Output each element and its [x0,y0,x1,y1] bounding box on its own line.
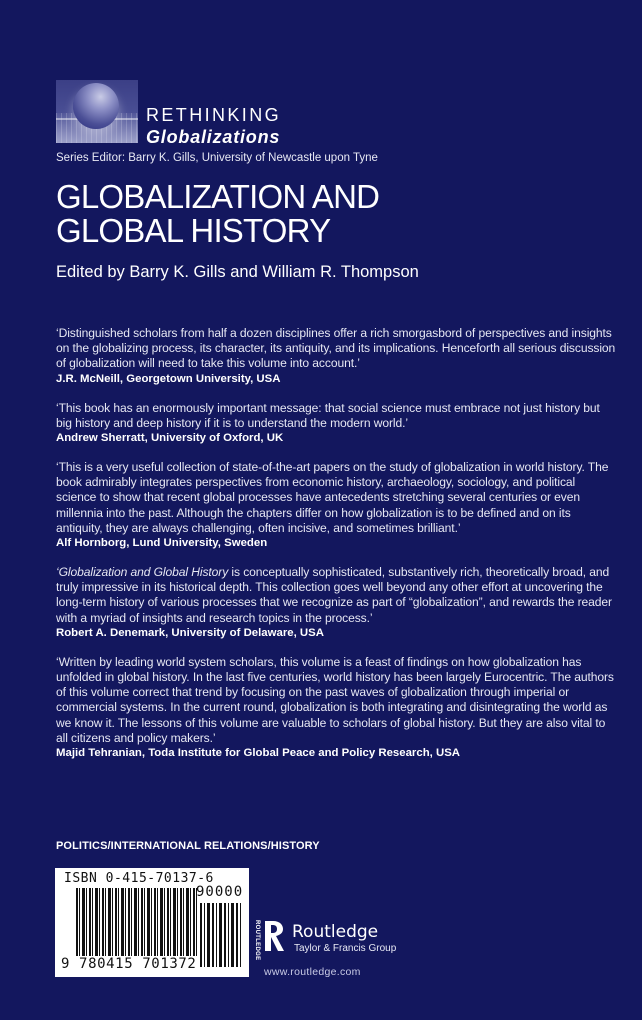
endorsement [56,460,618,551]
endorsement [56,401,618,446]
publisher-url: www.routledge.com [264,966,361,978]
endorsement [56,565,618,641]
endorsement-text-rest: is conceptually sophisticated, substantively rich, theoretically broad, and truly impressive in its historical depth. This collection goes well beyond any other effort at uncovering the long-term history of various processes that we recognize as part of “globalization”, and rewards the reader with a myriad of insights and research topics in the process.’ [56,565,612,625]
publisher-name: Routledge [292,922,379,942]
price-addon-text: 90000 [196,884,244,900]
addon-barcode-bars [200,903,243,967]
endorsement-author: Majid Tehranian, Toda Institute for Global Peace and Policy Research, USA [56,747,461,760]
isbn-barcode [55,868,249,977]
endorsement [56,655,618,761]
endorsement-text: ‘Written by leading world system scholars, this volume is a feast of findings on how globalization has unfolded in global history. In the last five centuries, world history has been largely Eurocentric. The authors of this volume correct that trend by focusing on the past waves of globalization through imperial or commercial systems. In the current round, globalization is both integrating and disintegrating the world as we know it. The lessons of this volume are valuable to scholars of global history. But they are also vital to all citizens and policy makers.’ [56,654,614,745]
endorsement [56,326,618,387]
publisher-vertical-label: ROUTLEDGE [254,920,260,961]
book-title-line2: GLOBAL HISTORY [56,212,331,249]
series-title-line2: Globalizations [146,127,281,147]
endorsement-text [56,565,618,626]
subject-category: POLITICS/INTERNATIONAL RELATIONS/HISTORY [56,840,320,852]
routledge-logo-icon [263,919,285,953]
series-editor: Series Editor: Barry K. Gills, University of Newcastle upon Tyne [56,152,378,164]
isbn-text: ISBN 0-415-70137-6 [64,871,214,886]
publisher-group: Taylor & Francis Group [294,943,397,954]
book-title [56,180,379,248]
book-title-line1: GLOBALIZATION AND [56,178,380,215]
endorsement-book-title: ‘Globalization and Global History [56,565,229,580]
endorsements [56,326,618,775]
globe-icon [73,83,119,129]
endorsement-text: ‘Distinguished scholars from half a dozen disciplines offer a rich smorgasbord of perspectives and insights on the globalizing process, its character, its antiquity, and its implications. Henceforth all serious discussion of globalization will need to take this volume into account.’ [56,326,616,371]
endorsement-author: Alf Hornborg, Lund University, Sweden [56,537,268,550]
endorsement-author: J.R. McNeill, Georgetown University, USA [56,372,281,385]
barcode-bars [76,888,197,956]
ean-text: 9 780415 701372 [61,956,197,972]
endorsement-text: ‘This is a very useful collection of state-of-the-art papers on the study of globalization in world history. The book admirably integrates perspectives from economic history, archaeology, sociology, and political science to show that recent global processes have antecedents stretching several centuries or even millennia into the past. Although the chapters differ on how globalization is to be defined and on its antiquity, they are always challenging, often incisive, and sometimes brilliant.’ [56,460,609,535]
series-title-line1: RETHINKING [146,105,282,125]
book-editors: Edited by Barry K. Gills and William R. Thompson [56,263,419,281]
endorsement-author: Robert A. Denemark, University of Delaware, USA [56,626,324,639]
endorsement-author: Andrew Sherratt, University of Oxford, UK [56,432,284,445]
series-logo [56,80,138,143]
endorsement-text: ‘This book has an enormously important message: that social science must embrace not just history but big history and deep history if it is to understand the modern world.’ [56,400,600,430]
